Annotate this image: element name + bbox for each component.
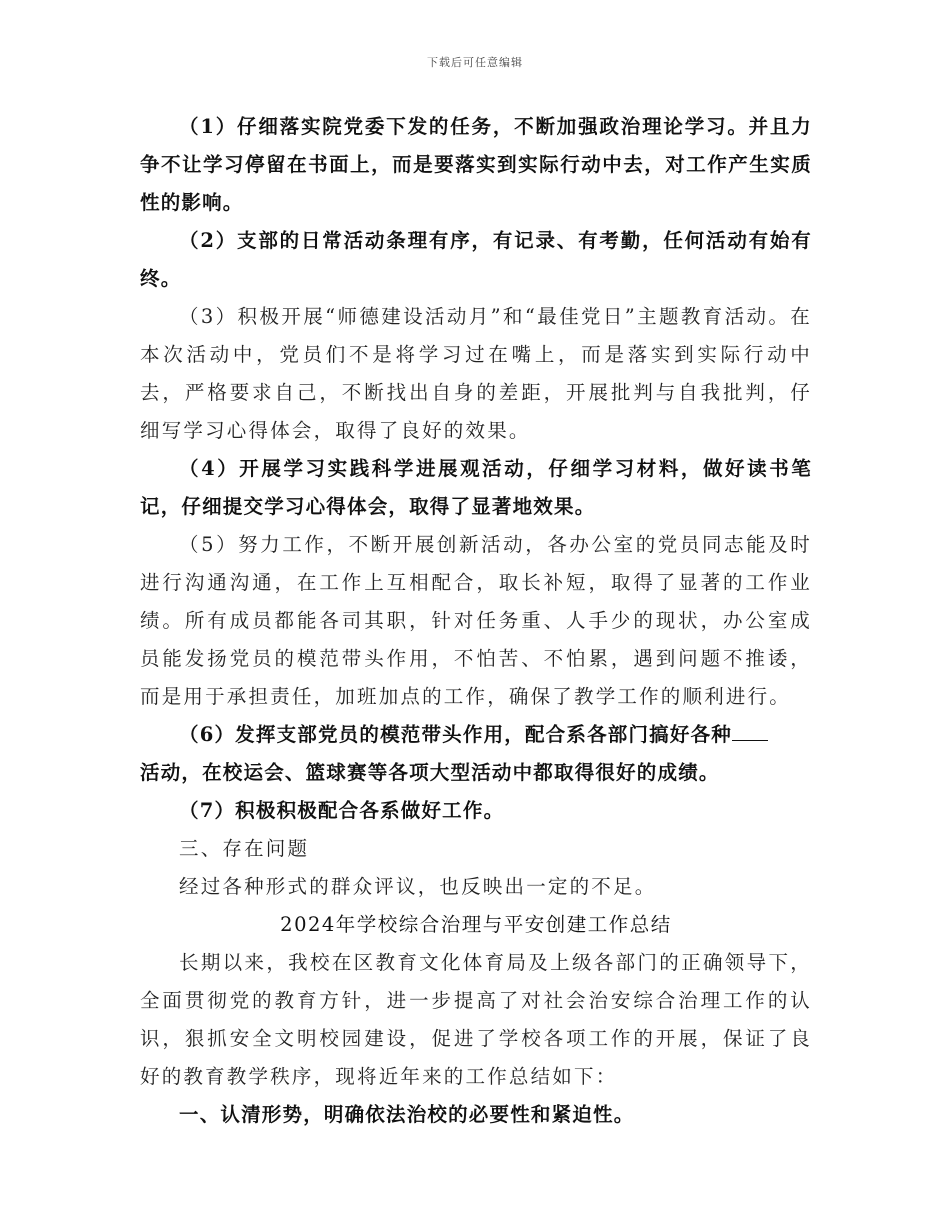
paragraph-item-5: （5）努力工作，不断开展创新活动，各办公室的党员同志能及时进行沟通沟通，在工作上互相配合，取长补短，取得了显著的工作业绩。所有成员都能各司其职，针对任务重、人手少的现状，办公室成员能发扬党员的模范带头作用，不怕苦、不怕累，遇到问题不推诿，而是用于承担责任，加班加点的工作，确保了教学工作的顺利进行。 [140,533,812,708]
section-heading-problems: 三、存在问题 [179,837,310,860]
page-header: 下载后可任意编辑 [427,56,523,69]
paragraph-item-1: （1）仔细落实院党委下发的任务，不断加强政治理论学习。并且力争不让学习停留在书面上，而是要落实到实际行动中去，对工作产生实质性的影响。 [140,115,812,214]
paragraph-problems: 经过各种形式的群众评议，也反映出一定的不足。 [179,875,657,898]
paragraph-item-7: （7）积极积极配合各系做好工作。 [179,799,505,822]
paragraph-item-4: （4）开展学习实践科学进展观活动，仔细学习材料，做好读书笔记，仔细提交学习心得体会，取得了显著地效果。 [140,457,812,518]
paragraph-item-3: （3）积极开展“师德建设活动月”和“最佳党日”主题教育活动。在本次活动中，党员们不是将学习过在嘴上，而是落实到实际行动中去，严格要求自己，不断找出自身的差距，开展批判与自我批判，仔细写学习心得体会，取得了良好的效果。 [140,305,812,442]
paragraph-item-2: （2）支部的日常活动条理有序，有记录、有考勤，任何活动有始有终。 [140,229,812,290]
document-title: 2024年学校综合治理与平安创建工作总结 [280,913,672,936]
paragraph-intro: 长期以来，我校在区教育文化体育局及上级各部门的正确领导下，全面贯彻党的教育方针，进一步提高了对社会治安综合治理工作的认识，狠抓安全文明校园建设，促进了学校各项工作的开展，保证了良好的教育教学秩序，现将近年来的工作总结如下： [140,951,812,1088]
paragraph-item-6-continued: 活动，在校运会、篮球赛等各项大型活动中都取得很好的成绩。 [140,761,720,784]
document-body [140,108,812,1134]
section-heading-1: 一、认清形势，明确依法治校的必要性和紧迫性。 [179,1103,635,1126]
paragraph-item-6-text: （6）发挥支部党员的模范带头作用，配合系各部门搞好各种 [179,723,732,746]
paragraph-item-6 [140,716,812,754]
fill-in-blank [732,720,768,741]
